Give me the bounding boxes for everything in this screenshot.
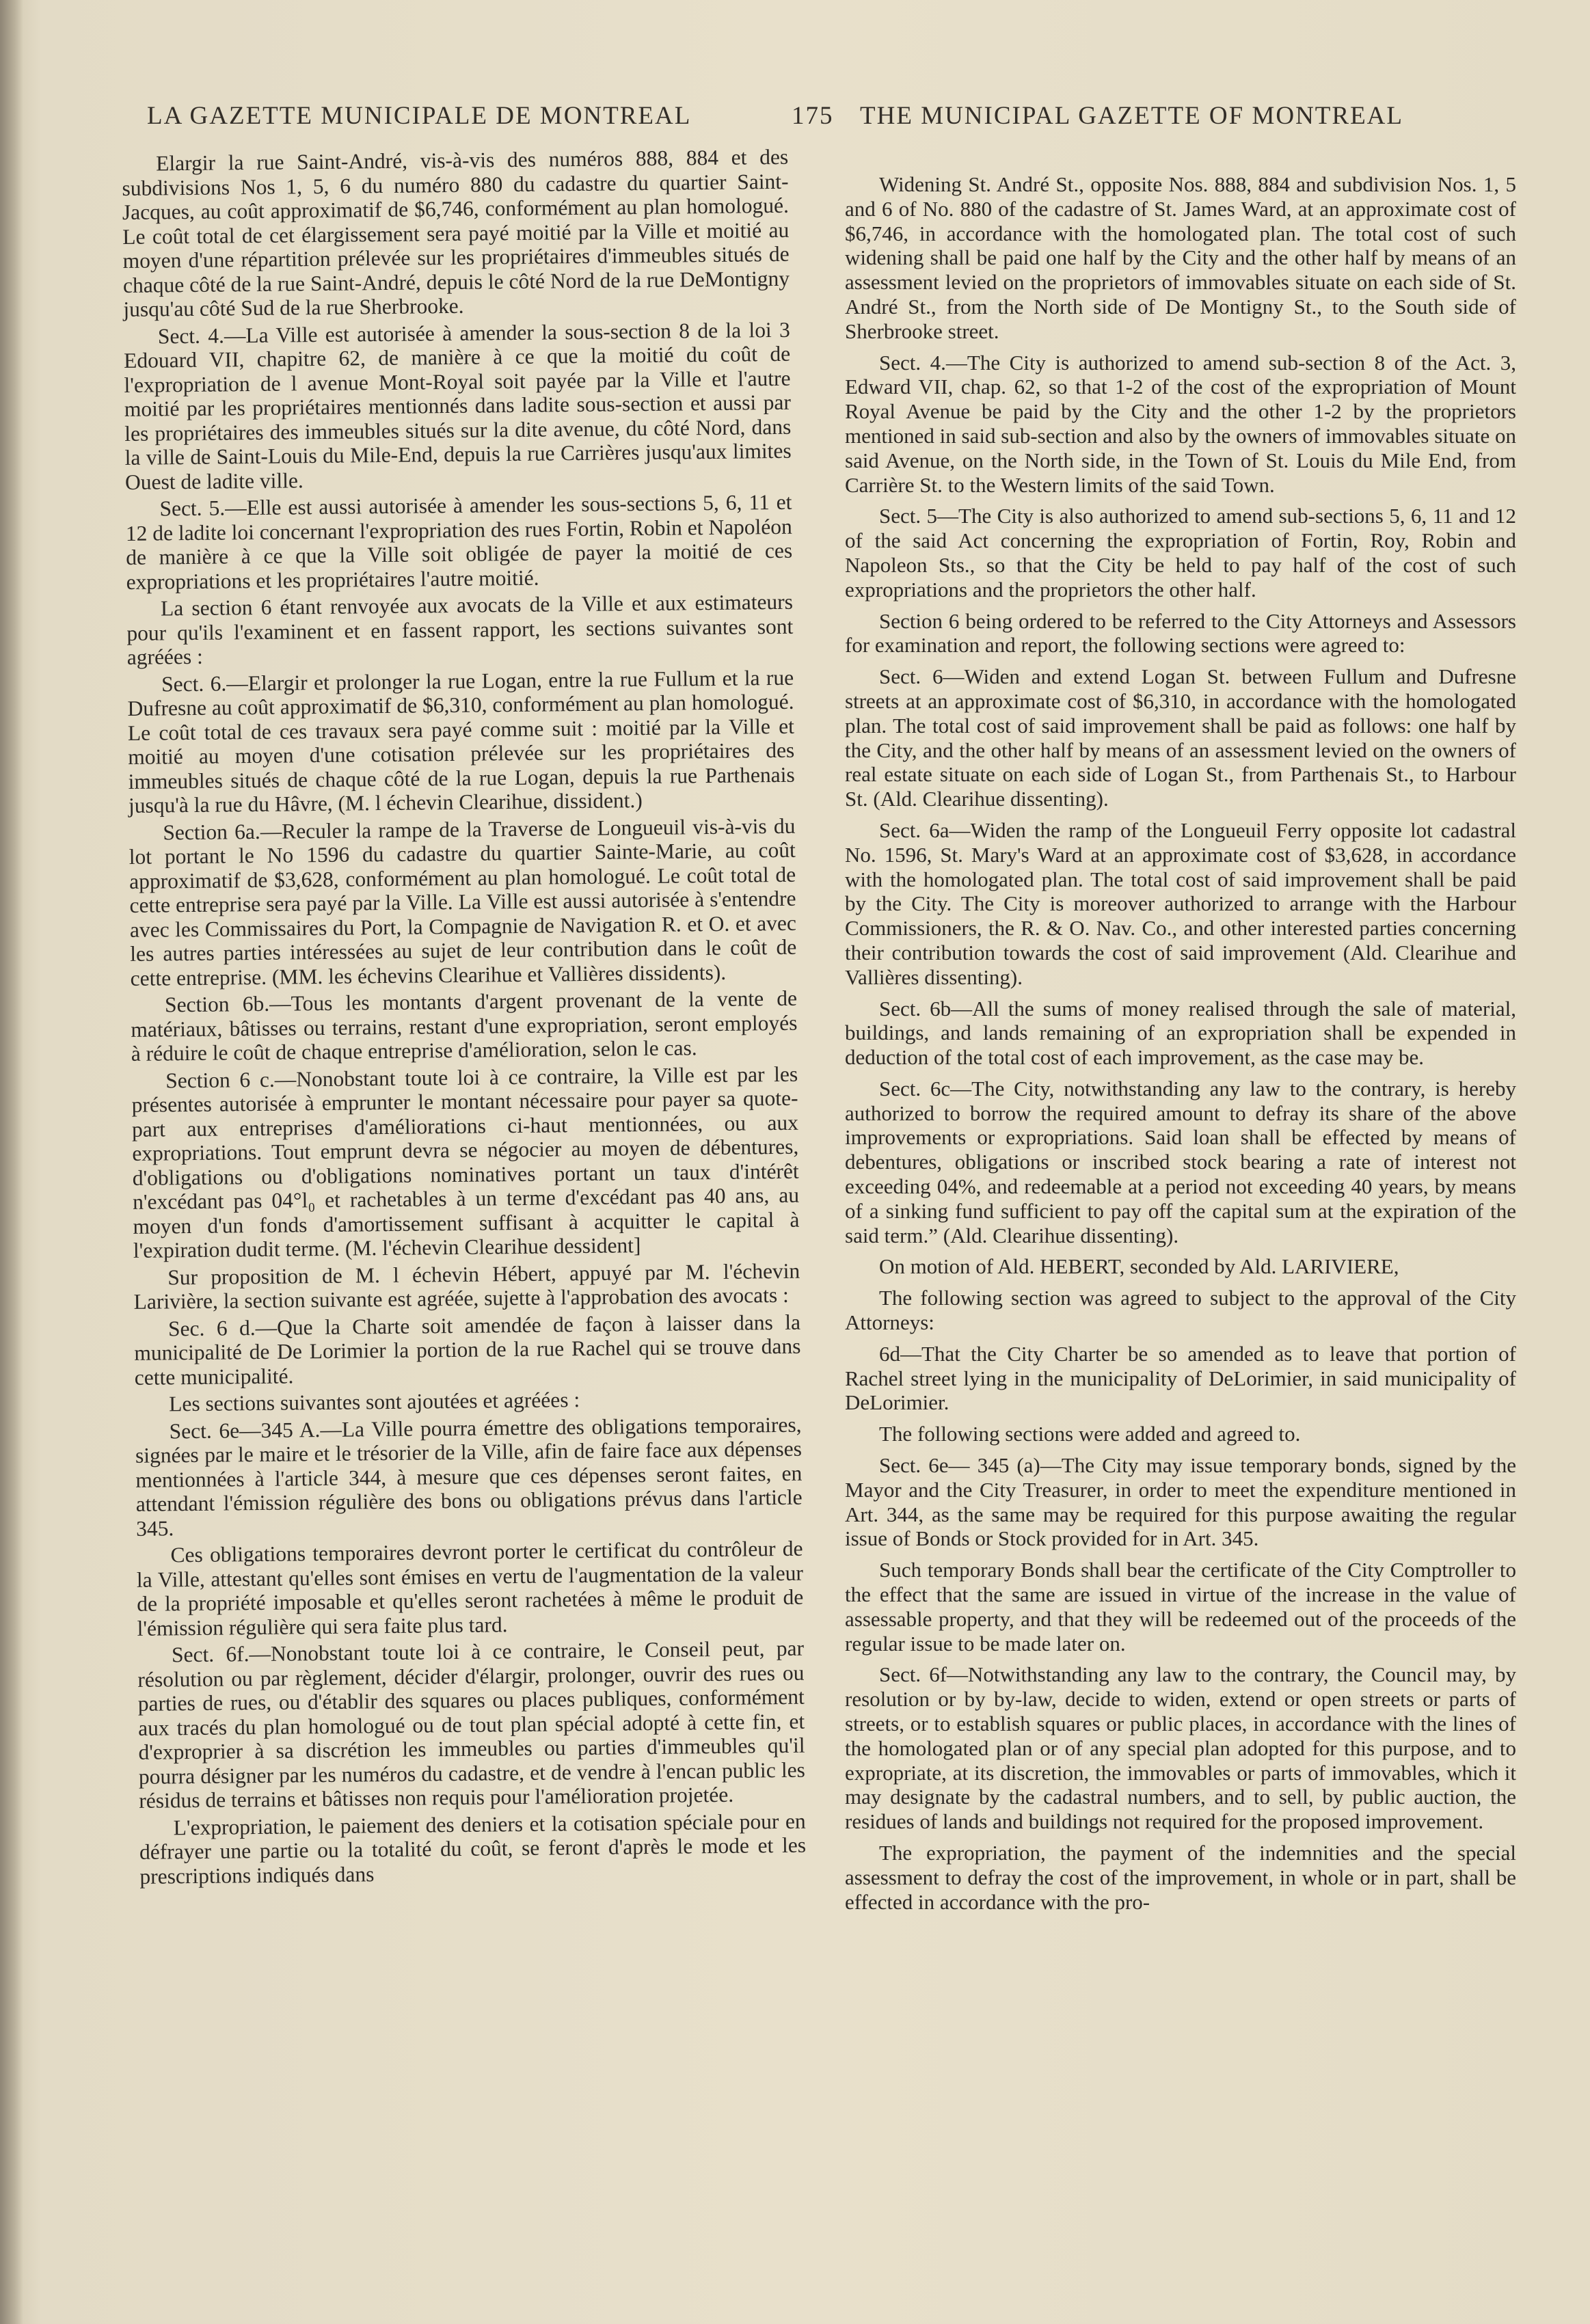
english-paragraph: The following sections were added and agreed to. bbox=[879, 1422, 1301, 1446]
header-title-french: LA GAZETTE MUNICIPALE DE MONTREAL bbox=[147, 102, 692, 130]
french-paragraph: Sec. 6 d.—Que la Charte soit amendée de façon à laisser dans la municipalité de De Lorimier la portion de la rue Rachel qui se trouve dans cette municipalité. bbox=[134, 1310, 801, 1390]
french-paragraph: L'expropriation, le paiement des deniers et la cotisation spéciale pour en défrayer une partie ou la totalité du coût, se feront d'après le mode et les prescriptions indiqués dans bbox=[139, 1809, 807, 1889]
book-spine-shadow bbox=[0, 0, 23, 2324]
english-column bbox=[845, 172, 1516, 1921]
french-paragraph: Ces obligations temporaires devront porter le certificat du contrôleur de la Ville, attestant qu'elles sont émises en vertu de l'augmentation de la valeur de la propriété imposable et qu'elles seront rachetées à même le produit de l'émission régulière qui sera faite plus tard. bbox=[136, 1536, 804, 1640]
english-paragraph: Sect. 6f—Notwithstanding any law to the contrary, the Council may, by resolution or by by-law, decide to widen, extend or open streets or parts of streets, or to establish squares or public places, in accordance with the lines of the homologated plan or of any special plan adopted for this purpose, and to expropriate, at its discretion, the immovables or parts of immovables, which it may designate by the cadastral numbers, and to sell, by public auction, the residues of lands and buildings not required for the proposed improvement. bbox=[845, 1662, 1516, 1834]
page-number: 175 bbox=[792, 102, 834, 130]
english-paragraph: Sect. 6e— 345 (a)—The City may issue temporary bonds, signed by the Mayor and the City Treasurer, in order to meet the expenditure mentioned in Art. 344, as the same may be required for this purpose awaiting the regular issue of Bonds or Stock provided for in Art. 345. bbox=[845, 1453, 1516, 1551]
english-paragraph: The expropriation, the payment of the indemnities and the special assessment to defray the cost of the improvement, in whole or in part, shall be effected in accordance with the pro- bbox=[845, 1841, 1516, 1914]
french-paragraph: Sect. 5.—Elle est aussi autorisée à amender les sous-sections 5, 6, 11 et 12 de ladite loi concernant l'expropriation des rues Fortin, Robin et Napoléon de manière à ce que la Ville soit obligée de payer la moitié de ces expropriations et les propriétaires l'autre moitié. bbox=[125, 489, 793, 594]
french-paragraph: Sur proposition de M. l échevin Hébert, appuyé par M. l'échevin Larivière, la section suivante est agréée, sujette à l'approbation des avocats : bbox=[133, 1258, 800, 1314]
english-paragraph: Section 6 being ordered to be referred to the City Attorneys and Assessors for examination and report, the following sections were agreed to: bbox=[845, 608, 1516, 658]
english-paragraph: On motion of Ald. HEBERT, seconded by Ald. LARIVIERE, bbox=[879, 1254, 1399, 1279]
french-paragraph: Sect. 6.—Elargir et prolonger la rue Logan, entre la rue Fullum et la rue Dufresne au coût approximatif de $6,310, conformément au plan homologué. Le coût total de ces travaux sera payé comme suit : moitié par la Ville et moitié au moyen d'une cotisation prélevée sur les propriétaires des immeubles situés de chaque côté de la rue Logan, depuis la rue Parthenais jusqu'à la rue du Hâvre, (M. l échevin Clearihue, dissident.) bbox=[127, 665, 795, 818]
english-paragraph: Sect. 6c—The City, notwithstanding any law to the contrary, is hereby authorized to borrow the required amount to defray its share of the above improvements or expropriations. Said loan shall be effected by means of debentures, obligations or inscribed stock bearing a rate of interest not exceeding 04%, and redeemable at a period not exceeding 40 years, by means of a sinking fund sufficient to pay off the capital sum at the expiration of the said term.” (Ald. Clearihue dissenting). bbox=[845, 1076, 1516, 1247]
french-column bbox=[122, 145, 807, 1891]
english-paragraph: Sect. 4.—The City is authorized to amend sub-section 8 of the Act. 3, Edward VII, chap. 62, so that 1-2 of the cost of the expropriation of Mount Royal Avenue be paid by the City and the other 1-2 by the proprietors mentioned in said sub-section and also by the owners of immovables situate on said Avenue, on the North side, in the Town of St. Louis du Mile End, from Carrière St. to the Western limits of the said Town. bbox=[845, 350, 1516, 497]
english-paragraph: Sect. 6b—All the sums of money realised through the sale of material, buildings, and lands remaining of an expropriation shall be expended in deduction of the total cost of each improvement, as the case may be. bbox=[845, 996, 1516, 1070]
english-paragraph: Sect. 6a—Widen the ramp of the Longueuil Ferry opposite lot cadastral No. 1596, St. Mary's Ward at an approximate cost of $3,628, in accordance with the homologated plan. The total cost of said improvement shall be paid by the City. The City is moreover authorized to arrange with the Harbour Commissioners, the R. & O. Nav. Co., and other interested parties concerning their contribution towards the cost of said improvement (Ald. Clearihue and Vallières dissenting). bbox=[845, 818, 1516, 989]
french-paragraph: Section 6b.—Tous les montants d'argent provenant de la vente de matériaux, bâtisses ou terrains, restant d'une expropriation, seront employés à réduire le coût de chaque entreprise d'amélioration, selon le cas. bbox=[131, 986, 798, 1066]
french-paragraph: Sect. 4.—La Ville est autorisée à amender la sous-section 8 de la loi 3 Edouard VII, chapitre 62, de manière à ce que la moitié du coût de l'expropriation de l avenue Mont-Royal soit payée par la Ville et l'autre moitié par les propriétaires mentionnés dans ladite sous-section et aussi par les propriétaires des immeubles situés sur la dite avenue, du côté Nord, dans la ville de Saint-Louis du Mile-End, depuis la rue Carrières jusqu'aux limites Ouest de ladite ville. bbox=[124, 317, 792, 494]
english-paragraph: Widening St. André St., opposite Nos. 888, 884 and subdivision Nos. 1, 5 and 6 of No. 880 of the cadastre of St. James Ward, at an approximate cost of $6,746, in accordance with the homologated plan. The total cost of such widening shall be paid one half by the City and the other half by means of an assessment levied on the proprietors of immovables situate on each side of St. André St., from the North side of De Montigny St., to the South side of Sherbrooke street. bbox=[845, 172, 1516, 343]
french-paragraph: Section 6 c.—Nonobstant toute loi à ce contraire, la Ville est par les présentes autorisée à emprunter le montant nécessaire pour payer sa quote-part aux entreprises d'améliorations ci-haut mentionnées, ou aux expropriations. Tout emprunt devra se négocier au moyen de débentures, d'obligations ou d'obligations nominatives portant un taux d'intérêt n'excédant pas 04°l₀ et rachetables à un terme d'excédant pas 40 ans, au moyen d'un fonds d'amortissement suffisant à acquitter le capital à l'expiration dudit terme. (M. l'échevin Clearihue dessident] bbox=[131, 1062, 800, 1262]
french-paragraph: Sect. 6f.—Nonobstant toute loi à ce contraire, le Conseil peut, par résolution ou par règlement, décider d'élargir, prolonger, ouvrir des rues ou parties de rues, ou d'établir des squares ou places publiques, conformément aux tracés du plan homologué ou de tout plan spécial adopté à cette fin, et d'exproprier à sa discrétion les immeubles ou parties d'immeubles qu'il pourra désigner par les numéros du cadastre, et de vendre à l'encan public les résidus de terrains et bâtisses non requis pour l'amélioration projetée. bbox=[137, 1636, 806, 1813]
french-paragraph: Elargir la rue Saint-André, vis-à-vis des numéros 888, 884 et des subdivisions Nos 1, 5, 6 du numéro 880 du cadastre du quartier Saint-Jacques, au coût approximatif de $6,746, conformément au plan homologué. Le coût total de cet élargissement sera payé moitié par la Ville et moitié au moyen d'une répartition prélevée sur les propriétaires d'immeubles situés de chaque côté de la rue Saint-André, depuis le côté Nord de la rue DeMontigny jusqu'au côté Sud de la rue Sherbrooke. bbox=[122, 144, 790, 321]
french-paragraph: Sect. 6e—345 A.—La Ville pourra émettre des obligations temporaires, signées par le maire et le trésorier de la Ville, afin de faire face aux dépenses mentionnées à l'article 344, à mesure que ces dépenses seront faites, en attendant l'émission régulière des bons ou obligations prévus dans l'article 345. bbox=[135, 1412, 803, 1541]
english-paragraph: Such temporary Bonds shall bear the certificate of the City Comptroller to the effect that the same are issued in virtue of the increase in the value of assessable property, and that they will be redeemed out of the proceeds of the regular issue to be made later on. bbox=[845, 1558, 1516, 1656]
page-header bbox=[147, 101, 1487, 142]
french-paragraph: Les sections suivantes sont ajoutées et agréées : bbox=[169, 1388, 580, 1416]
english-paragraph: The following section was agreed to subject to the approval of the City Attorneys: bbox=[845, 1286, 1516, 1335]
english-paragraph: 6d—That the City Charter be so amended as to leave that portion of Rachel street lying in the municipality of DeLorimier, in said municipality of DeLorimier. bbox=[845, 1341, 1516, 1415]
english-paragraph: Sect. 5—The City is also authorized to amend sub-sections 5, 6, 11 and 12 of the said Act concerning the expropriation of Fortin, Roy, Robin and Napoleon Sts., so that the City be held to pay half of the cost of such expropriations and the proprietors the other half. bbox=[845, 504, 1516, 602]
french-paragraph: Section 6a.—Reculer la rampe de la Traverse de Longueuil vis-à-vis du lot portant le No 1596 du cadastre du quartier Sainte-Marie, au coût approximatif de $3,628, conformément au plan homologué. Le coût total de cette entreprise sera payé par la Ville. La Ville est aussi autorisée à s'entendre avec les Commissaires du Port, la Compagnie de Navigation R. et O. et avec les autres parties intéressées au sujet de leur contribution dans le coût de cette entreprise. (MM. les échevins Clearihue et Vallières dissidents). bbox=[129, 813, 797, 990]
english-paragraph: Sect. 6—Widen and extend Logan St. between Fullum and Dufresne streets at an approximate cost of $6,310, in accordance with the homologated plan. The total cost of said improvement shall be paid as follows: one half by the City, and the other half by means of an assessment levied on the owners of real estate situate on each side of Logan St., from Parthenais St., to Harbour St. (Ald. Clearihue dissenting). bbox=[845, 664, 1516, 811]
header-title-english: THE MUNICIPAL GAZETTE OF MONTREAL bbox=[860, 102, 1403, 130]
french-paragraph: La section 6 étant renvoyée aux avocats de la Ville et aux estimateurs pour qu'ils l'examinent et en fassent rapport, les sections suivantes sont agréées : bbox=[126, 589, 794, 669]
